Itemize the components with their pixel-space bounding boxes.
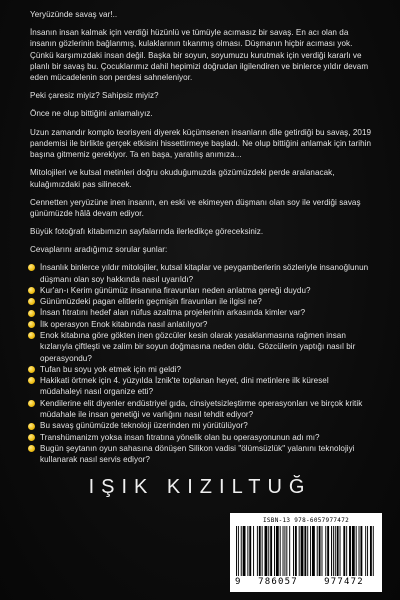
- bullet-dot-icon: [28, 298, 35, 305]
- question-text: Tufan bu soyu yok etmek için mi geldi?: [40, 364, 182, 374]
- barcode-bar: [293, 526, 294, 576]
- question-item: [30, 262, 372, 285]
- question-list: [30, 262, 372, 465]
- barcode-bar: [301, 526, 304, 576]
- intro-paragraph: Büyük fotoğrafı kitabımızın sayfalarında ilerledikçe göreceksiniz.: [30, 227, 264, 237]
- barcode-bar: [333, 526, 334, 576]
- question-item: [30, 319, 372, 330]
- bullet-dot-icon: [28, 310, 35, 317]
- barcode-bar: [274, 526, 275, 576]
- barcode-bar: [259, 526, 261, 576]
- question-item: [30, 420, 372, 431]
- barcode-bar: [322, 526, 323, 576]
- bullet-dot-icon: [28, 264, 35, 271]
- intro-paragraph: Cennetten yeryüzüne inen insanın, en eski ve ekimeyen düşmanı olan soy ile verdiği savaş günümüzde hâlâ devam ediyor.: [30, 197, 361, 218]
- barcode-digits: [235, 576, 377, 588]
- bullet-dot-icon: [28, 366, 35, 373]
- barcode-bar: [283, 526, 284, 576]
- bullet-dot-icon: [28, 445, 35, 452]
- barcode-bar: [370, 526, 372, 576]
- bullet-dot-icon: [28, 423, 35, 430]
- question-item: [30, 285, 372, 296]
- barcode-digit-group: 786057: [258, 577, 298, 587]
- author-name: IŞIK KIZILTUĞ: [88, 476, 312, 498]
- barcode-bar: [265, 526, 268, 576]
- question-text: İnsanlık binlerce yıldır mitolojiler, kutsal kitaplar ve peygamberlerin sözleriyle insanoğlunun düşmanı olan soy hakkında nasıl uyarıldı?: [40, 263, 369, 284]
- barcode-bar: [337, 526, 339, 576]
- barcode-bar: [319, 526, 321, 576]
- question-item: [30, 443, 372, 466]
- isbn-label: ISBN-13 978-6057977472: [262, 517, 350, 524]
- question-item: [30, 307, 372, 318]
- question-text: Günümüzdeki pagan elitlerin geçmişin firavunları ile ilgisi ne?: [40, 297, 262, 307]
- barcode-bar: [356, 526, 357, 576]
- barcode-bar: [304, 526, 306, 576]
- barcode-bar: [253, 526, 254, 576]
- barcode-bar: [238, 526, 239, 576]
- intro-paragraph: İnsanın insan kalmak için verdiği hüzünlü ve tümüyle acımasız bir savaş. En acı olan da insanın gözlerinin bağlanmış, kulaklarının tıkanmış olması. Düşmanın hiçbir acıması yok. Çünkü karşımızdaki insan değil. Başka bir soyun, soyumuzu kurutmak için verdiği kararlı ve planlı bir savaş bu. Çocuklarımız dahil hepimizi doğrudan ilgilendiren ve binlerce yıldır devam eden mücadelenin son perdesi sahneleniyor.: [30, 28, 369, 83]
- intro-paragraph: Mitolojileri ve kutsal metinleri doğru okuduğumuzda gözümüzdeki perde aralanacak, kulağımızdaki pas silinecek.: [30, 168, 335, 189]
- question-item: [30, 330, 372, 364]
- barcode-bar: [280, 526, 281, 576]
- barcode-bar: [365, 526, 366, 576]
- barcode-bar: [327, 526, 329, 576]
- barcode-bar: [286, 526, 287, 576]
- barcode-bar: [236, 526, 237, 576]
- barcode-bar: [241, 526, 242, 576]
- bullet-dot-icon: [28, 434, 35, 441]
- barcode-bar: [346, 526, 347, 576]
- barcode-bar: [360, 526, 362, 576]
- barcode-bar: [340, 526, 341, 576]
- barcode-bar: [349, 526, 351, 576]
- barcode-bar: [343, 526, 345, 576]
- bullet-dot-icon: [28, 287, 35, 294]
- question-text: Kendilerine elit diyenler endüstriyel gıda, cinsiyetsizleştirme operasyonları ve birçok kritik müdahale ile insan genetiği ve varlığını nasıl tehdit ediyor?: [40, 398, 363, 420]
- question-text: Hakikati örtmek için 4. yüzyılda İznik'te toplanan heyet, dini metinlere ilk küresel müdahaleyi nasıl organize etti?: [40, 376, 329, 397]
- question-text: İlk operasyon Enok kitabında nasıl anlatılıyor?: [40, 319, 208, 329]
- question-item: [30, 375, 372, 398]
- barcode-bar: [299, 526, 300, 576]
- barcode-bar: [335, 526, 336, 576]
- question-text: Enok kitabına göre gökten inen gözcüler kesin olarak yasaklanmasına rağmen insan kızlarıyla çiftleşti ve zalim bir soyun doğmasına neden oldu. Gözcülerin yaptığı nasıl bir operasyondu?: [40, 331, 356, 363]
- intro-paragraph: Yeryüzünde savaş var!..: [30, 10, 118, 19]
- barcode-bar: [373, 526, 374, 576]
- barcode-bar: [310, 526, 311, 576]
- intro-paragraph: Uzun zamandır komplo teorisyeni diyerek küçümsenen insanların dile getirdiği bu savaş, 2019 pandemisi ile birlikte gerçek etkisini hissettirmeye başladı. Ne olup bittiğini anlamak için tarihin başına gitmemiz gerekiyor. Ta en başa, yaratılış anımıza...: [30, 127, 372, 160]
- barcode-bar: [307, 526, 308, 576]
- barcode-bar: [262, 526, 263, 576]
- question-text: Kur'an-ı Kerim günümüz insanına firavunları neden anlatma gereği duydu?: [40, 285, 311, 295]
- question-item: [30, 432, 372, 443]
- barcode-bar: [317, 526, 318, 576]
- isbn-barcode: [230, 513, 382, 592]
- question-text: Bugün şeytanın oyun sahasına dönüşen Silikon vadisi "ölümsüzlük" yalanını teknolojiyi kullanarak nasıl servis ediyor?: [40, 443, 355, 465]
- barcode-bar: [295, 526, 297, 576]
- bullet-dot-icon: [28, 377, 35, 384]
- barcode-bar: [289, 526, 290, 576]
- barcode-bar: [270, 526, 272, 576]
- bullet-dot-icon: [28, 332, 35, 339]
- question-item: [30, 296, 372, 307]
- bullet-dot-icon: [28, 321, 35, 328]
- question-text: Transhümanizm yoksa insan fıtratına yönelik olan bu operasyonunun adı mı?: [40, 432, 320, 442]
- barcode-bar: [331, 526, 332, 576]
- barcode-bar: [312, 526, 315, 576]
- barcode-bar: [284, 526, 285, 576]
- barcode-bar: [325, 526, 326, 576]
- barcode-digit-lead: 9: [235, 577, 241, 587]
- barcode-bar: [352, 526, 355, 576]
- barcode-bar: [359, 526, 360, 576]
- question-text: Bu savaş günümüzde teknoloji üzerinden mi yürütülüyor?: [40, 421, 248, 431]
- intro-paragraph: Önce ne olup bittiğini anlamalıyız.: [30, 109, 153, 119]
- barcode-bar: [367, 526, 368, 576]
- barcode-bar: [249, 526, 251, 576]
- bullet-dot-icon: [28, 400, 35, 407]
- questions-heading: Cevaplarını aradığımız sorular şunlar:: [30, 245, 168, 255]
- question-item: [30, 364, 372, 375]
- intro-paragraph: Peki çaresiz miyiz? Sahipsiz miyiz?: [30, 91, 159, 101]
- barcode-bar: [268, 526, 269, 576]
- barcode-bar: [257, 526, 258, 576]
- blurb-text: [30, 9, 372, 466]
- barcode-bar: [243, 526, 246, 576]
- barcode-bar: [276, 526, 279, 576]
- barcode-bar: [247, 526, 248, 576]
- question-item: [30, 398, 372, 421]
- barcode-digit-group: 977472: [324, 577, 364, 587]
- barcode-bars: [235, 526, 377, 576]
- question-text: İnsan fıtratını hedef alan nüfus azaltma projelerinin arkasında kimler var?: [40, 308, 306, 318]
